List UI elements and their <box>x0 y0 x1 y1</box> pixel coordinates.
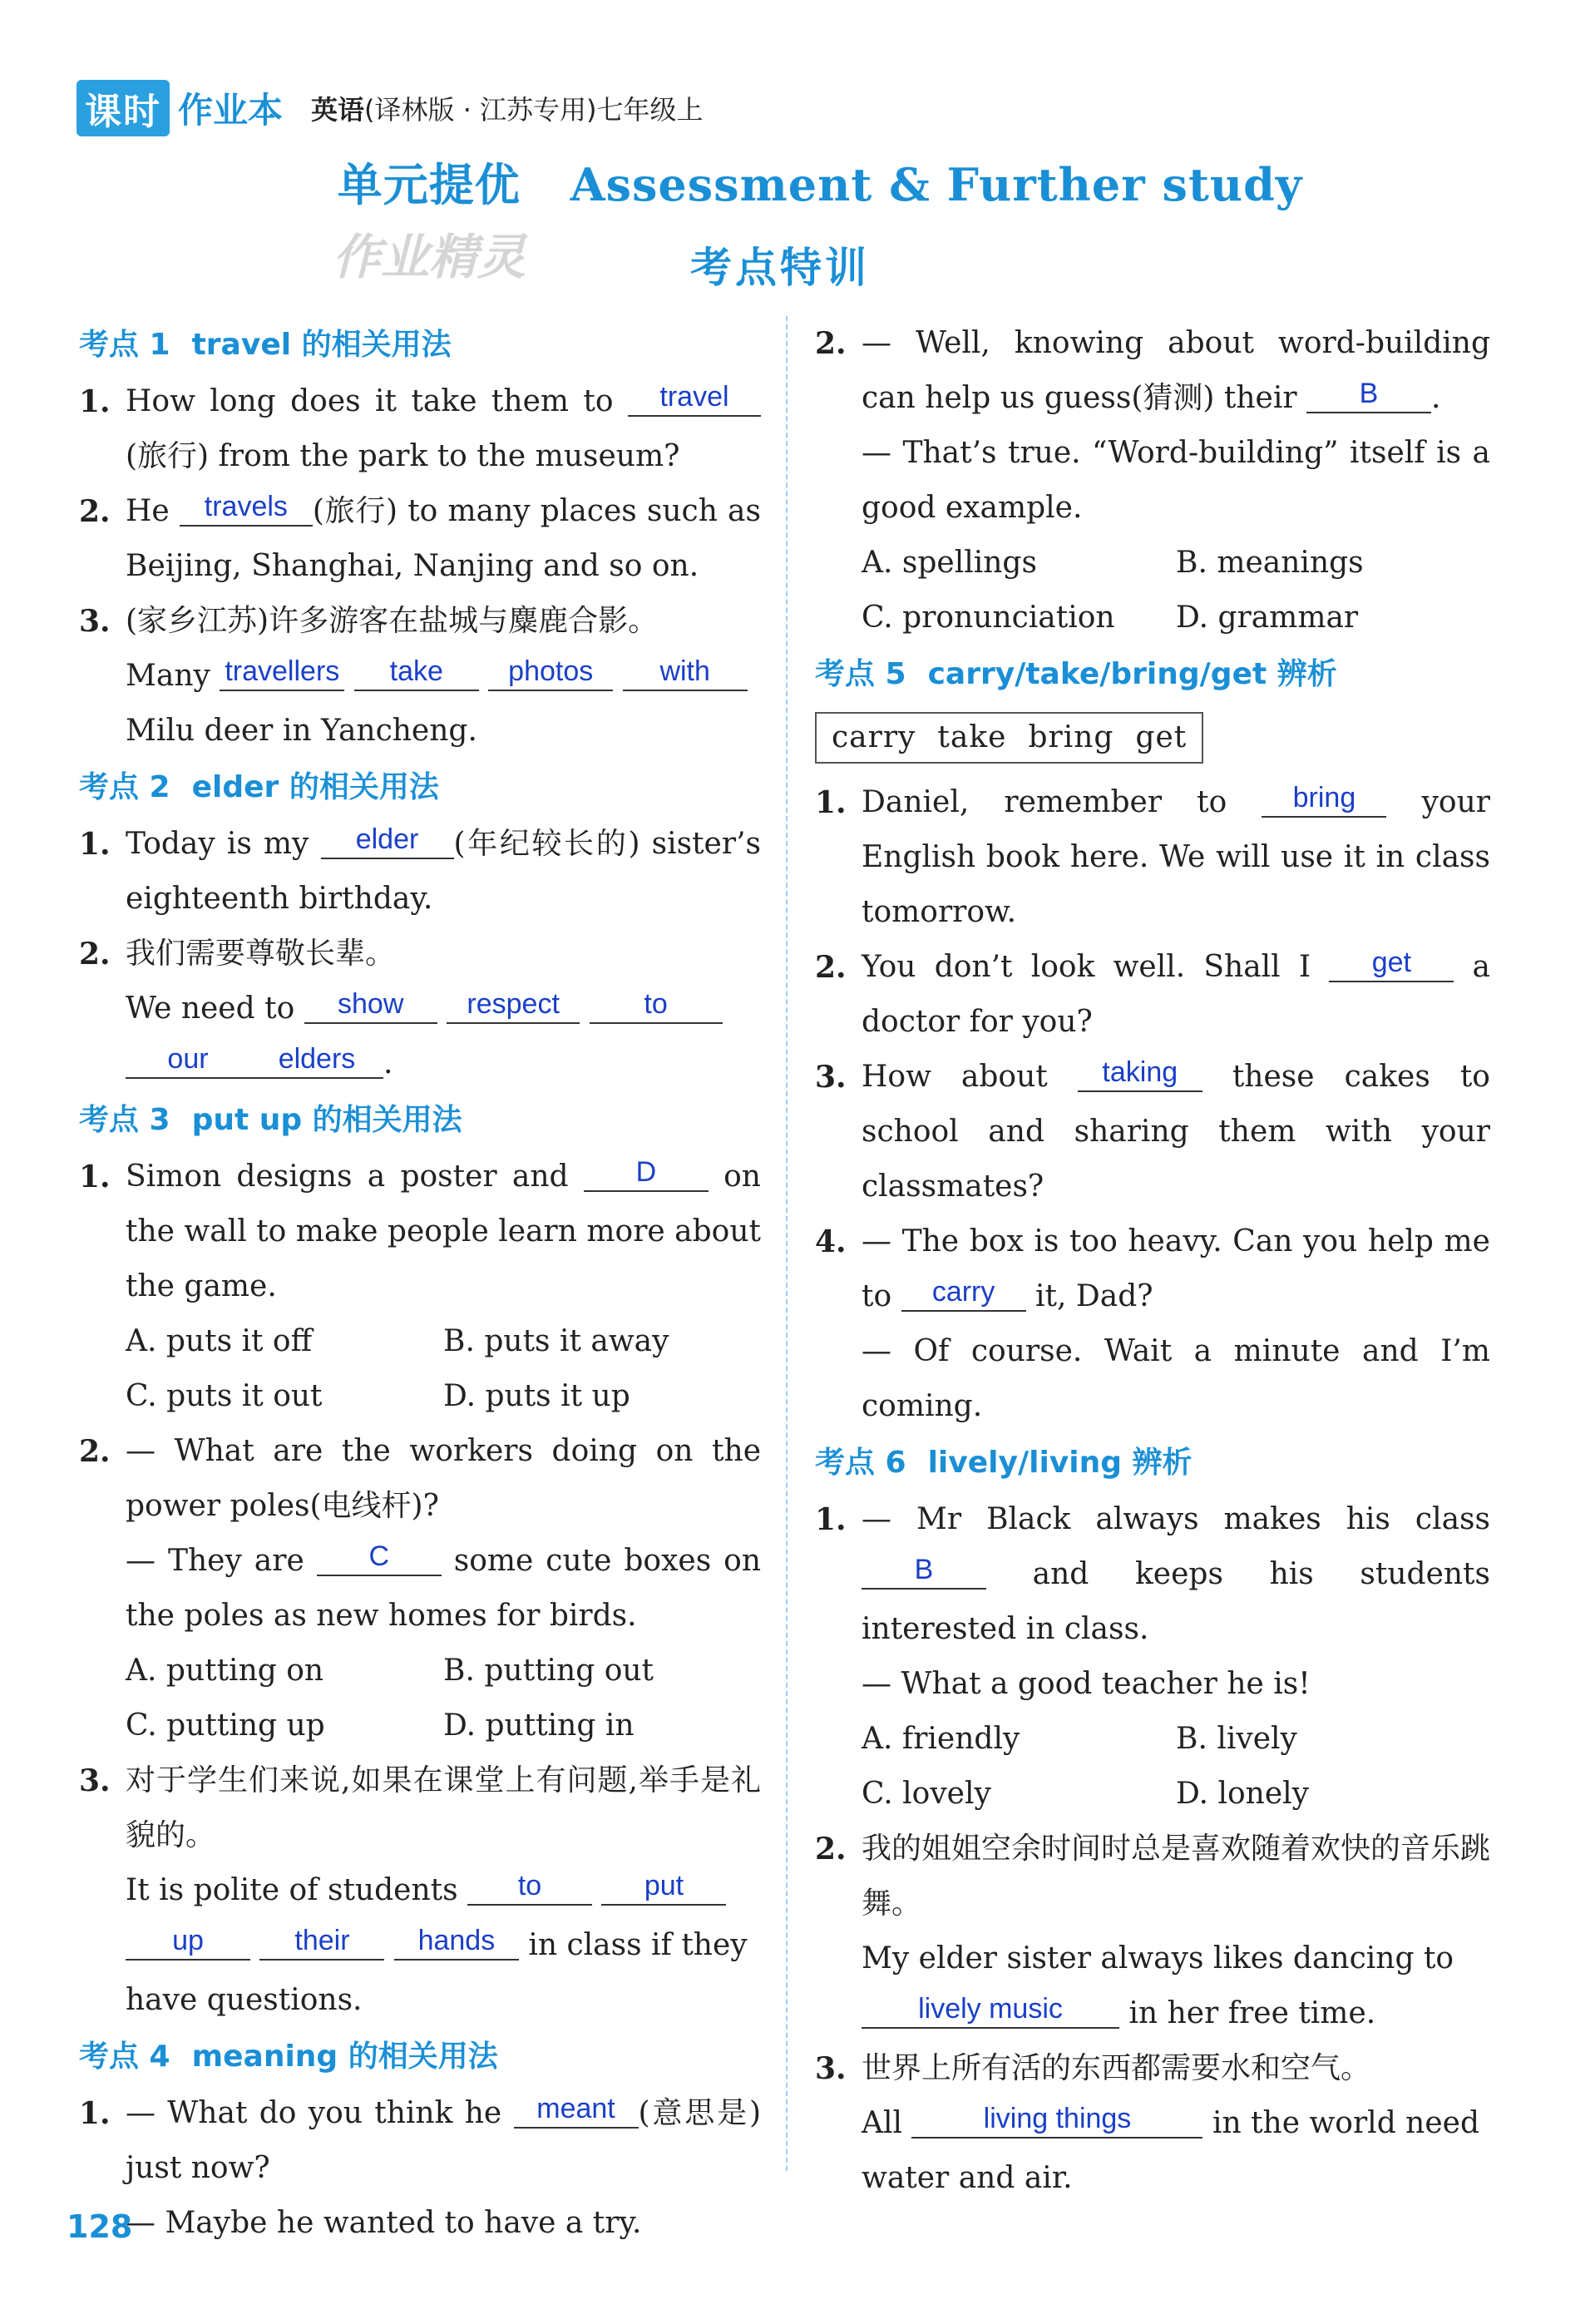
question-line <box>815 2096 1490 2206</box>
question-number: 3. <box>815 2051 847 2086</box>
question-text: — What do you think he <box>126 2096 502 2130</box>
chinese-prompt: 我的姐姐空余时间时总是喜欢随着欢快的音乐跳舞。 <box>862 1832 1491 1921</box>
question-number: 1. <box>79 827 111 862</box>
question-text: it, Dad? <box>1035 1279 1153 1313</box>
question-number: 2. <box>815 1832 847 1867</box>
question-text: a doctor for you? <box>862 950 1490 1039</box>
question-number: 1. <box>79 384 111 419</box>
question <box>815 2041 1490 2096</box>
answer-blank[interactable]: hands <box>394 1922 519 1961</box>
question-number: 2. <box>815 950 847 985</box>
answer-blank[interactable]: get <box>1329 944 1454 982</box>
punctuation: . <box>1431 381 1441 415</box>
option-a[interactable]: A. puts it off <box>126 1324 313 1358</box>
column-divider <box>786 316 788 2171</box>
question <box>79 817 761 927</box>
question <box>79 594 761 649</box>
watermark: 作业精灵 <box>333 229 526 285</box>
section-number: 考点 2 <box>79 770 170 804</box>
answer-blank[interactable]: taking <box>1078 1054 1202 1092</box>
section-title: elder 的相关用法 <box>191 770 439 804</box>
option-d[interactable]: D. puts it up <box>443 1379 630 1413</box>
question-text: — What a good teacher he is! <box>862 1667 1311 1701</box>
question <box>79 927 761 982</box>
question-text: (年纪较长的) sister’s eighteenth birthday. <box>126 827 761 916</box>
question-number: 1. <box>79 1160 111 1194</box>
question-number: 3. <box>79 1763 111 1798</box>
answer-blank[interactable]: elder <box>321 821 454 859</box>
option-d[interactable]: D. grammar <box>1176 601 1359 635</box>
section-number: 考点 5 <box>815 657 906 691</box>
option-a[interactable]: A. putting on <box>126 1654 324 1688</box>
question-text: How about <box>862 1060 1048 1094</box>
question <box>815 1492 1490 1657</box>
word-bank <box>815 712 1203 764</box>
question-line <box>79 1036 761 1091</box>
section-heading <box>79 1091 761 1150</box>
option-d[interactable]: D. putting in <box>443 1708 635 1743</box>
section-heading <box>815 1434 1490 1492</box>
question-line <box>815 1931 1490 2041</box>
subject-name: 英语 <box>311 94 365 126</box>
question-line <box>79 1918 761 2028</box>
question <box>79 484 761 594</box>
unit-title-en: Assessment & Further study <box>570 158 1303 211</box>
option-b[interactable]: B. putting out <box>443 1654 654 1688</box>
left-column <box>79 316 761 2251</box>
chinese-prompt: 我们需要尊敬长辈。 <box>126 937 396 971</box>
answer-blank[interactable]: take <box>354 653 479 691</box>
question-text: your English book here. We will use it in class tomorrow. <box>862 785 1490 929</box>
answer-blank[interactable]: up <box>126 1922 250 1961</box>
option-c[interactable]: C. pronunciation <box>862 601 1115 635</box>
section-heading <box>79 2028 761 2086</box>
option-a[interactable]: A. friendly <box>862 1722 1020 1756</box>
punctuation: . <box>383 1046 393 1080</box>
question-number: 2. <box>79 494 111 529</box>
question-number: 4. <box>815 1224 847 1259</box>
options-row <box>815 1712 1490 1767</box>
answer-blank[interactable]: bring <box>1262 779 1386 818</box>
question-text: — That’s true. “Word-building” itself is a good example. <box>862 436 1490 525</box>
option-c[interactable]: C. putting up <box>126 1708 325 1743</box>
answer-blank[interactable]: C <box>317 1538 442 1576</box>
question-text: (旅行) to many places such as Beijing, Shanghai, Nanjing and so on. <box>126 494 761 583</box>
question-text: — Well, knowing about word-building can help us guess(猜测) their <box>862 326 1490 415</box>
section-title: meaning 的相关用法 <box>191 2040 498 2074</box>
section-number: 考点 3 <box>79 1103 170 1137</box>
option-d[interactable]: D. lonely <box>1176 1777 1309 1811</box>
question-number: 3. <box>79 604 111 639</box>
subject-line <box>311 89 704 127</box>
section-heading <box>79 759 761 817</box>
logo-text: 作业本 <box>178 90 284 131</box>
question-text: We need to <box>126 991 295 1026</box>
option-b[interactable]: B. lively <box>1176 1722 1297 1756</box>
section-heading <box>79 316 761 374</box>
answer-blank[interactable]: with <box>623 653 748 691</box>
question-text: You don’t look well. Shall I <box>862 950 1311 984</box>
question-text: — Of course. Wait a minute and I’m coming. <box>862 1334 1490 1423</box>
question <box>815 940 1490 1050</box>
question <box>79 2086 761 2196</box>
question <box>79 1753 761 1863</box>
question-text: some cute boxes on the poles as new homes for birds. <box>126 1544 762 1633</box>
word-bank-item: bring <box>1028 720 1114 754</box>
right-column <box>815 316 1490 2206</box>
question-text: Many <box>126 659 210 693</box>
question-text: on the wall to make people learn more about the game. <box>126 1160 761 1303</box>
section-title: put up 的相关用法 <box>191 1103 462 1137</box>
section-number: 考点 4 <box>79 2040 170 2074</box>
chinese-prompt: 世界上所有活的东西都需要水和空气。 <box>862 2051 1371 2085</box>
answer-blank[interactable]: lively music <box>862 1990 1119 2029</box>
question-text: in class if they have questions. <box>126 1928 748 2017</box>
question-text: All <box>862 2106 903 2140</box>
options-row <box>79 1314 761 1369</box>
question-number: 1. <box>815 785 847 820</box>
options-row <box>815 591 1490 645</box>
unit-title-cn: 单元提优 <box>337 158 521 211</box>
answer-blank[interactable]: living things <box>911 2100 1202 2139</box>
question <box>79 1150 761 1314</box>
question-text: in her free time. <box>1128 1996 1376 2030</box>
word-bank-item: take <box>937 720 1007 754</box>
answer-blank[interactable]: respect <box>447 986 580 1024</box>
option-a[interactable]: A. spellings <box>862 546 1037 580</box>
question-text: these cakes to school and sharing them with your classmates? <box>862 1060 1490 1204</box>
section-number: 考点 1 <box>79 328 170 362</box>
question <box>815 1822 1490 1931</box>
answer-blank[interactable]: carry <box>901 1273 1026 1312</box>
section-number: 考点 6 <box>815 1446 906 1480</box>
question-text: Today is my <box>126 827 309 861</box>
question-number: 1. <box>79 2096 111 2131</box>
unit-title <box>0 150 1590 214</box>
answer-blank[interactable]: to <box>590 986 723 1024</box>
section-title: carry/take/bring/get 辨析 <box>927 657 1337 691</box>
answer-blank[interactable]: our <box>126 1041 250 1079</box>
answer-blank[interactable]: B <box>862 1551 986 1590</box>
answer-blank[interactable]: elders <box>250 1041 383 1079</box>
question-line <box>79 649 761 704</box>
answer-blank[interactable]: show <box>304 986 437 1024</box>
options-row <box>815 536 1490 591</box>
page-subtitle: 考点特训 <box>690 243 870 292</box>
word-bank-item: get <box>1135 720 1188 754</box>
question-text: It is polite of students <box>126 1873 458 1907</box>
answer-blank[interactable]: put <box>601 1867 726 1906</box>
question-text: How long does it take them to <box>126 384 614 418</box>
question-text: Daniel, remember to <box>862 785 1227 819</box>
answer-blank[interactable]: their <box>259 1922 384 1961</box>
question-text: — What are the workers doing on the power poles(电线杆)? <box>126 1434 761 1523</box>
question <box>79 374 761 484</box>
chinese-prompt: 对于学生们来说,如果在课堂上有问题,举手是礼貌的。 <box>126 1763 761 1852</box>
word-bank-item: carry <box>832 720 916 754</box>
logo-badge: 课时 <box>77 80 170 136</box>
answer-blank[interactable]: B <box>1306 375 1431 413</box>
question-text: My elder sister always likes dancing to <box>862 1941 1454 1975</box>
answer-blank[interactable]: photos <box>488 653 613 691</box>
question <box>815 1050 1490 1214</box>
question-text: (旅行) from the park to the museum? <box>126 439 680 473</box>
question-line <box>79 982 761 1036</box>
question-text: — Mr Black always makes his class <box>862 1502 1490 1536</box>
question-text: — The box is too heavy. Can you help me to <box>862 1224 1490 1313</box>
options-row <box>815 1767 1490 1822</box>
option-c[interactable]: C. puts it out <box>126 1379 323 1413</box>
section-heading <box>815 645 1490 704</box>
question-text: and keeps his students interested in class. <box>862 1557 1490 1646</box>
answer-blank[interactable]: travels <box>180 488 313 527</box>
question-number: 2. <box>79 937 111 972</box>
question-number: 3. <box>815 1060 847 1095</box>
question <box>815 316 1490 426</box>
option-c[interactable]: C. lovely <box>862 1777 991 1811</box>
question-line <box>79 1863 761 1918</box>
options-row <box>79 1644 761 1698</box>
answer-blank[interactable]: meant <box>514 2090 639 2129</box>
question-text: Simon designs a poster and <box>126 1160 569 1194</box>
answer-blank[interactable]: travel <box>628 378 761 417</box>
question-line <box>79 1534 761 1644</box>
subject-detail: (译林版 · 江苏专用)七年级上 <box>364 94 704 126</box>
question-text: He <box>126 494 170 528</box>
answer-blank[interactable]: travellers <box>220 653 344 691</box>
question-text: (意思是) just now? <box>126 2096 762 2185</box>
answer-blank[interactable]: D <box>584 1154 709 1192</box>
question-text: — They are <box>126 1544 304 1578</box>
chinese-prompt: (家乡江苏)许多游客在盐城与麋鹿合影。 <box>126 604 659 638</box>
question <box>815 1214 1490 1324</box>
option-b[interactable]: B. puts it away <box>443 1324 669 1358</box>
options-row <box>79 1369 761 1424</box>
question-number: 2. <box>815 326 847 361</box>
question <box>79 1424 761 1534</box>
answer-blank[interactable]: to <box>467 1867 592 1906</box>
question <box>815 775 1490 940</box>
question-number: 2. <box>79 1434 111 1469</box>
section-title: travel 的相关用法 <box>191 328 452 362</box>
option-b[interactable]: B. meanings <box>1176 546 1364 580</box>
question-text: — Maybe he wanted to have a try. <box>126 2206 642 2240</box>
question-text: Milu deer in Yancheng. <box>126 714 477 748</box>
options-row <box>79 1698 761 1753</box>
book-header <box>77 83 704 133</box>
page-number: 128 <box>67 2208 133 2245</box>
question-text: in the world need water and air. <box>862 2106 1480 2195</box>
section-title: lively/living 辨析 <box>927 1446 1192 1480</box>
logo <box>77 80 283 136</box>
question-number: 1. <box>815 1502 847 1537</box>
